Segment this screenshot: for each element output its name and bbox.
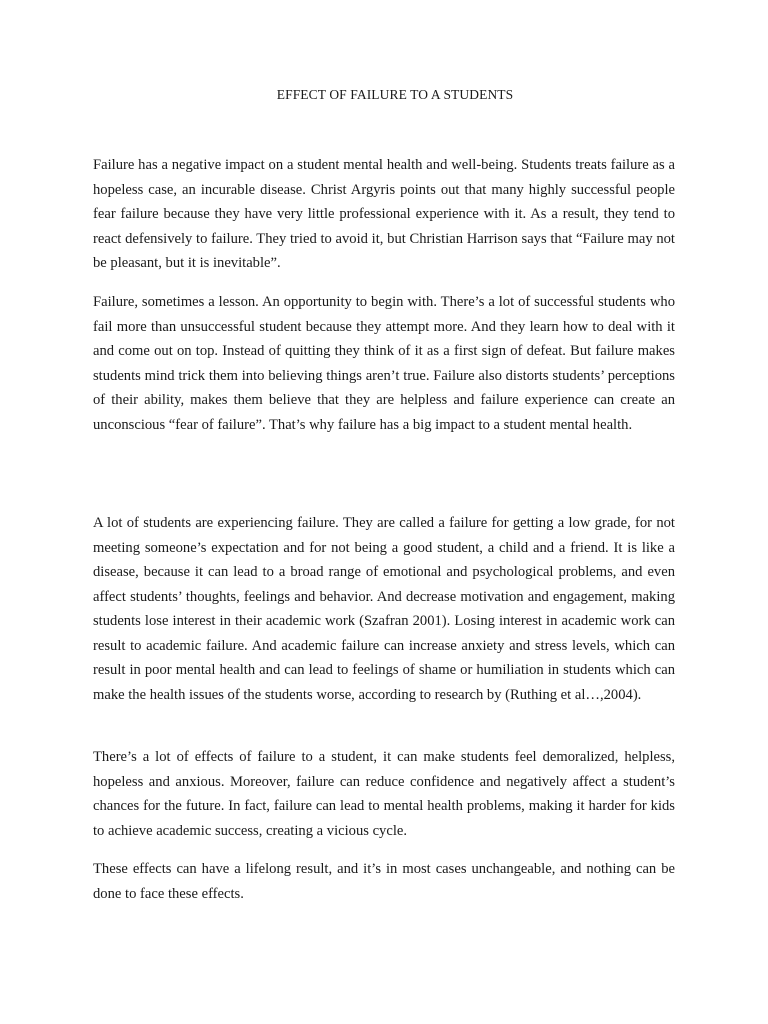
paragraph-intro: Failure has a negative impact on a student mental health and well-being. Students treats failure as a hopeless case, an incurable disease. Christ Argyris points out that many highly successful people fear failure because they have very little professional experience with it. As a result, they tend to react defensively to failure. They tried to avoid it, but Christian Harrison says that “Failure may not be pleasant, but it is inevitable”.	[93, 157, 675, 271]
paragraph-effects: There’s a lot of effects of failure to a student, it can make students feel demoralized, helpless, hopeless and anxious. Moreover, failure can reduce confidence and negatively affect a student’s chances for the future. In fact, failure can lead to mental health problems, making it harder for kids to achieve academic success, creating a vicious cycle.	[93, 749, 675, 839]
document-title: EFFECT OF FAILURE TO A STUDENTS	[276, 87, 514, 102]
paragraph-experiencing-failure: A lot of students are experiencing failure. They are called a failure for getting a low grade, for not meeting someone’s expectation and for not being a good student, a child and a friend. It is like a disease, because it can lead to a broad range of emotional and psychological problems, and even affect students’ thoughts, feelings and behavior. And decrease motivation and engagement, making students lose interest in their academic work (Szafran 2001). Losing interest in academic work can result to academic failure. And academic failure can increase anxiety and stress levels, which can result in poor mental health and can lead to feelings of shame or humiliation in students which can make the health issues of the students worse, according to research by (Ruthing et al…,2004).	[93, 515, 675, 703]
paragraph-lesson: Failure, sometimes a lesson. An opportunity to begin with. There’s a lot of successful students who fail more than unsuccessful student because they attempt more. And they learn how to deal with it and come out on top. Instead of quitting they think of it as a first sign of defeat. But failure makes students mind trick them into believing things aren’t true. Failure also distorts students’ perceptions of their ability, makes them believe that they are helpless and failure experience can create an unconscious “fear of failure”. That’s why failure has a big impact to a student mental health.	[93, 294, 675, 433]
paragraph-lifelong-result: These effects can have a lifelong result, and it’s in most cases unchangeable, and nothing can be done to face these effects.	[93, 861, 675, 902]
